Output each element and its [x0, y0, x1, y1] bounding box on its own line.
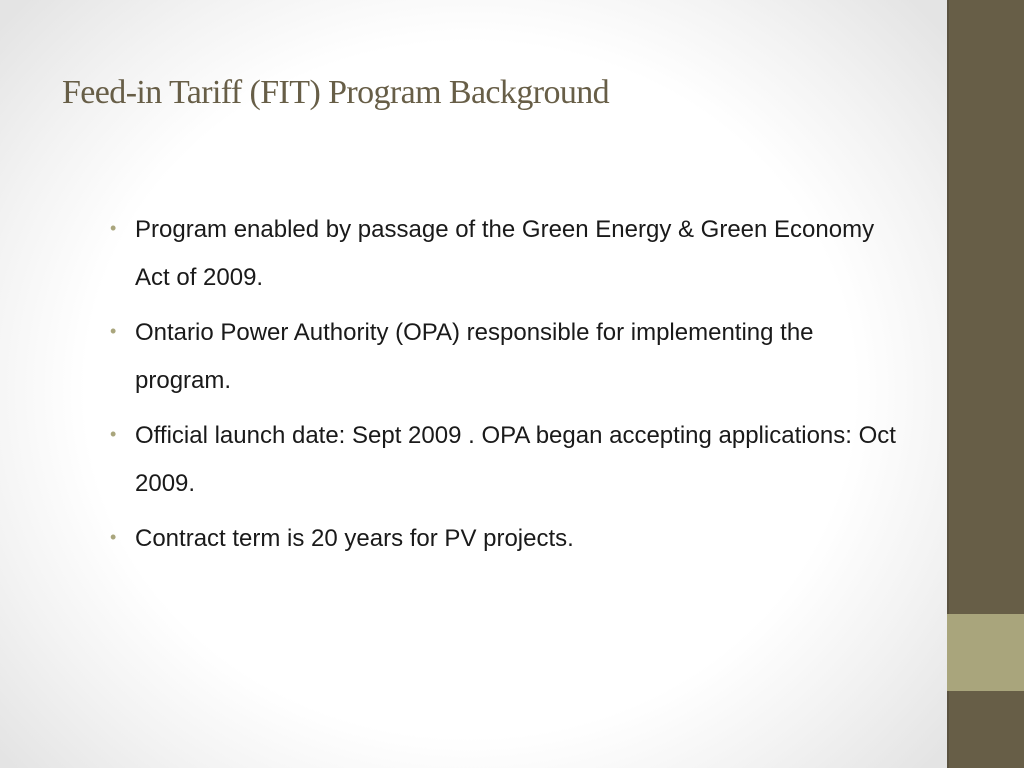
- bullet-text: Contract term is 20 years for PV projects.: [135, 525, 574, 552]
- bullet-icon: •: [110, 218, 117, 238]
- bullet-item: [110, 412, 910, 508]
- bullet-icon: •: [110, 424, 117, 444]
- slide-title: Feed-in Tariff (FIT) Program Background: [62, 74, 610, 111]
- bullet-text: Program enabled by passage of the Green Energy & Green Economy Act of 2009.: [135, 216, 875, 291]
- bullet-icon: •: [110, 321, 117, 341]
- bullet-item: [110, 515, 910, 563]
- bullet-text: Official launch date: Sept 2009 . OPA began accepting applications: Oct 2009.: [135, 422, 896, 497]
- bullet-text: Ontario Power Authority (OPA) responsible for implementing the program.: [135, 319, 814, 394]
- bullet-icon: •: [110, 527, 117, 547]
- bullet-item: [110, 206, 910, 302]
- bullet-list: [110, 206, 910, 570]
- sidebar-accent-block: [947, 614, 1024, 691]
- bullet-item: [110, 309, 910, 405]
